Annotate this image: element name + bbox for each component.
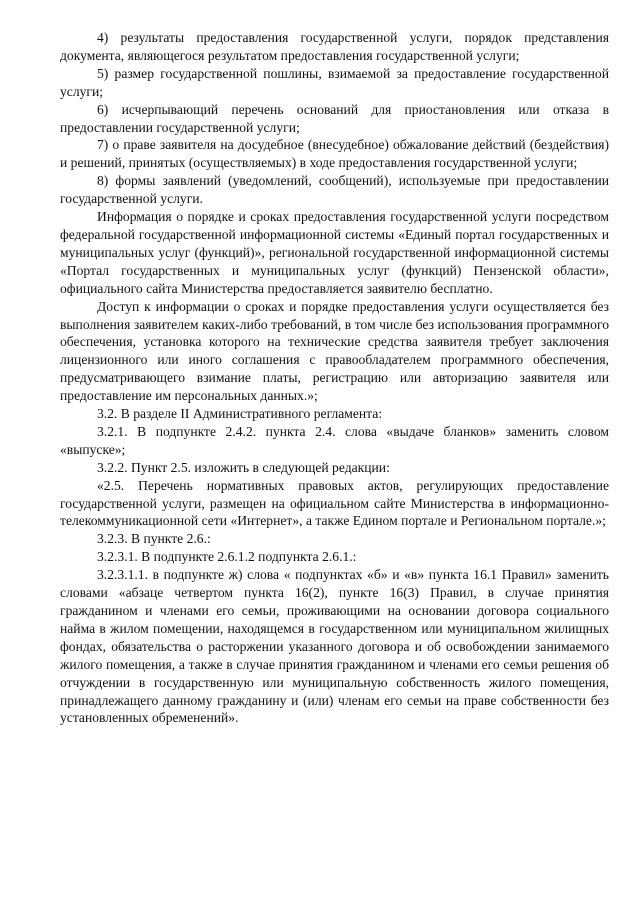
- paragraph-item-5: 5) размер государственной пошлины, взимаемой за предоставление государственной услуги;: [60, 65, 609, 99]
- paragraph-section-3-2: 3.2. В разделе II Административного регламента:: [97, 406, 383, 422]
- paragraph-item-4: 4) результаты предоставления государственной услуги, порядок представления документа, являющегося результатом предоставления государственной услуги;: [60, 30, 609, 63]
- paragraph-info-portal: Информация о порядке и сроках предоставления государственной услуги посредством федеральной государственной информационной системы «Единый портал государственных и муниципальных услуг (функций)», региональной государственной информационной системы «Портал государственных и муниципальных услуг (функций) Пензенской области», официального сайта Министерства предоставляется заявителю бесплатно.: [60, 209, 609, 296]
- paragraph-item-6: 6) исчерпывающий перечень оснований для приостановления или отказа в предоставлении государственной услуги;: [60, 101, 609, 135]
- paragraph-item-8: 8) формы заявлений (уведомлений, сообщений), используемые при предоставлении государственной услуги.: [60, 173, 609, 207]
- document-page: [60, 29, 609, 727]
- paragraph-access-info: Доступ к информации о сроках и порядке предоставления услуги осуществляется без выполнения заявителем каких-либо требований, в том числе без использования программного обеспечения, установка которого на технические средства заявителя требует заключения лицензионного или иного соглашения с правообладателем программного обеспечения, предусматривающего взимание платы, регистрацию или авторизацию заявителя или предоставление им персональных данных.»;: [60, 298, 609, 404]
- paragraph-section-3-2-2: 3.2.2. Пункт 2.5. изложить в следующей редакции:: [97, 459, 390, 475]
- paragraph-clause-2-5: «2.5. Перечень нормативных правовых актов, регулирующих предоставление государственной услуги, размещен на официальном сайте Министерства в информационно-телекоммуникационной сети «Интернет», а также Едином портале и Региональном портале.»;: [60, 477, 609, 529]
- paragraph-item-7: 7) о праве заявителя на досудебное (внесудебное) обжалование действий (бездействия) и решений, принятых (осуществляемых) в ходе предоставления государственной услуги;: [60, 137, 609, 171]
- paragraph-section-3-2-1: 3.2.1. В подпункте 2.4.2. пункта 2.4. слова «выдаче бланков» заменить словом «выпуске»;: [60, 423, 609, 457]
- paragraph-section-3-2-3-1-1: 3.2.3.1.1. в подпункте ж) слова « подпунктах «б» и «в» пункта 16.1 Правил» заменить словами «абзаце четвертом пункта 16(2), пункте 16(3) Правил, в случае принятия гражданином и членами его семьи, проживающими на основании договора социального найма в жилом помещении, находящемся в государственном или муниципальном жилищных фондах, обязательства о расторжении указанного договора и об освобождении занимаемого жилого помещения, а также в случае принятия гражданином и членами его семьи решения об отчуждении в государственную или муниципальную собственность жилого помещения, принадлежащего данному гражданину и (или) членам его семьи на праве собственности без установленных обременений».: [60, 567, 609, 726]
- paragraph-section-3-2-3-1: 3.2.3.1. В подпункте 2.6.1.2 подпункта 2.6.1.:: [97, 549, 357, 565]
- paragraph-section-3-2-3: 3.2.3. В пункте 2.6.:: [97, 531, 211, 547]
